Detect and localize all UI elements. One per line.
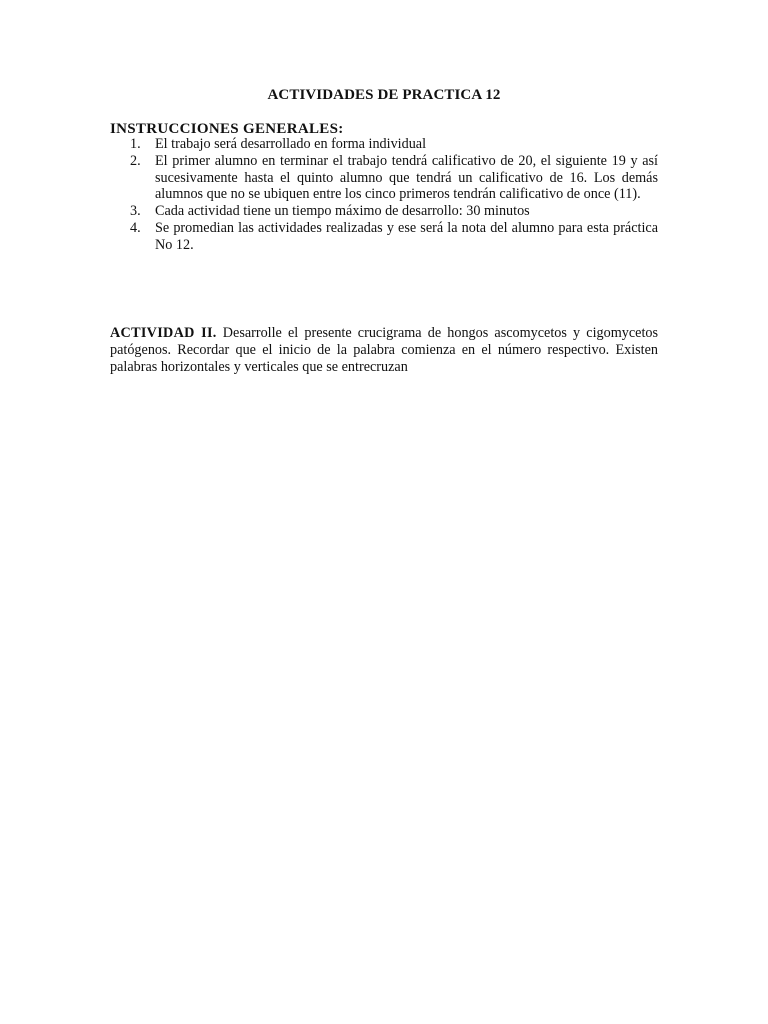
instructions-heading: INSTRUCCIONES GENERALES: (110, 121, 344, 137)
instruction-text: Se promedian las actividades realizadas y ese será la nota del alumno para esta práctica No 12. (155, 219, 658, 253)
instruction-number: 1. (130, 136, 141, 152)
instruction-text: Cada actividad tiene un tiempo máximo de desarrollo: 30 minutos (155, 203, 530, 220)
instruction-number: 2. (130, 152, 141, 169)
activity-text: Desarrolle el presente crucigrama de hongos ascomycetos y cigomycetos patógenos. Recordar que el inicio de la palabra comienza en el número respectivo. Existen palabras horizontales y verticales que se entrecruzan (110, 325, 658, 375)
instruction-text: El primer alumno en terminar el trabajo tendrá calificativo de 20, el siguiente 19 y así sucesivamente hasta el quinto alumno que tendrá un calificativo de 16. Los demás alumnos que no se ubiquen entre los cinco primeros tendrán calificativo de once (11). (155, 152, 658, 203)
instruction-item (110, 153, 658, 203)
instructions-list (110, 136, 658, 254)
instruction-text: El trabajo será desarrollado en forma individual (155, 136, 427, 152)
instruction-item (110, 203, 658, 220)
activity-paragraph (110, 325, 658, 376)
instruction-number: 3. (130, 203, 141, 220)
instruction-number: 4. (130, 219, 141, 236)
document-title: ACTIVIDADES DE PRACTICA 12 (267, 87, 501, 103)
instruction-item (110, 220, 658, 254)
instruction-item (110, 136, 658, 153)
activity-label: ACTIVIDAD II. (110, 325, 217, 341)
